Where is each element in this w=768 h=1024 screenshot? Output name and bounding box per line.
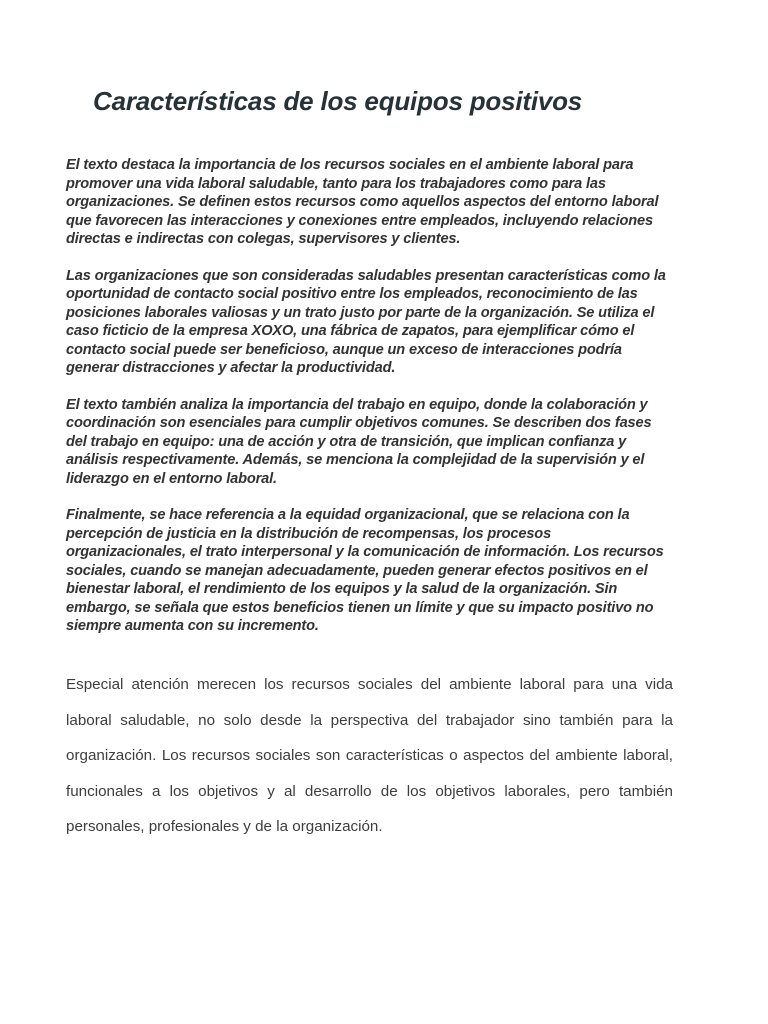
body-paragraph: Especial atención merecen los recursos sociales del ambiente laboral para una vida laboral saludable, no solo desde la perspectiva del trabajador sino también para la organización. Los recursos sociales son características o aspectos del ambiente laboral, funcionales a los objetivos y al desarrollo de los objetivos laborales, pero también personales, profesionales y de la organización. [66,676,673,836]
page-title: Características de los equipos positivos [93,86,583,116]
summary-paragraph: El texto destaca la importancia de los recursos sociales en el ambiente laboral para promover una vida laboral saludable, tanto para los trabajadores como para las organizaciones. Se definen estos recursos como aquellos aspectos del entorno laboral que favorecen las interacciones y conexiones entre empleados, incluyendo relaciones directas e indirectas con colegas, supervisores y clientes. [66,157,659,247]
summary-paragraph: Finalmente, se hace referencia a la equidad organizacional, que se relaciona con la percepción de justicia en la distribución de recompensas, los procesos organizacionales, el trato interpersonal y la comunicación de información. Los recursos sociales, cuando se manejan adecuadamente, pueden generar efectos positivos en el bienestar laboral, el rendimiento de los equipos y la salud de la organización. Sin embargo, se señala que estos beneficios tienen un límite y que su impacto positivo no siempre aumenta con su incremento. [66,507,664,634]
summary-paragraph: Las organizaciones que son consideradas saludables presentan características como la oportunidad de contacto social positivo entre los empleados, reconocimiento de las posiciones laborales valiosas y un trato justo por parte de la organización. Se utiliza el caso ficticio de la empresa XOXO, una fábrica de zapatos, para ejemplificar cómo el contacto social puede ser beneficioso, aunque un exceso de interacciones podría generar distracciones y afectar la productividad. [66,267,666,376]
summary-section [66,156,673,654]
summary-paragraph: El texto también analiza la importancia del trabajo en equipo, donde la colaboración y coordinación son esenciales para cumplir objetivos comunes. Se describen dos fases del trabajo en equipo: una de acción y otra de transición, que implican confianza y análisis respectivamente. Además, se menciona la complejidad de la supervisión y el liderazgo en el entorno laboral. [66,396,652,487]
